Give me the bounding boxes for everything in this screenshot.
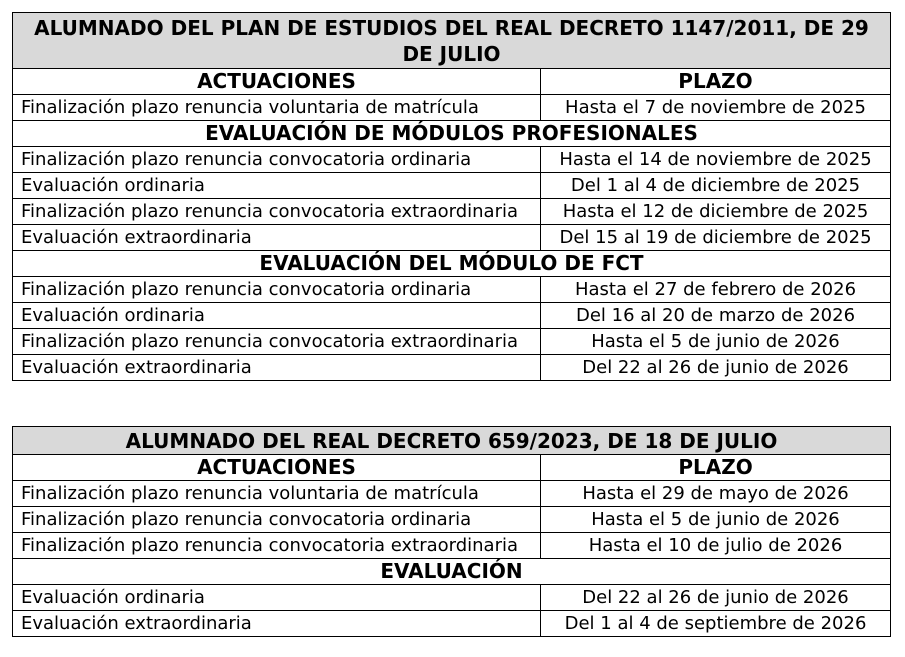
- table-title: ALUMNADO DEL REAL DECRETO 659/2023, DE 18 DE JULIO: [13, 427, 891, 455]
- table-row: [13, 481, 891, 507]
- plazo-cell: Del 15 al 19 de diciembre de 2025: [541, 225, 891, 251]
- table-row: [13, 611, 891, 637]
- plazo-cell: Hasta el 14 de noviembre de 2025: [541, 147, 891, 173]
- actuacion-cell: Finalización plazo renuncia convocatoria extraordinaria: [13, 199, 541, 225]
- section-row: [13, 251, 891, 277]
- table-row: [13, 147, 891, 173]
- plazo-cell: Hasta el 7 de noviembre de 2025: [541, 95, 891, 121]
- plazo-cell: Del 22 al 26 de junio de 2026: [541, 355, 891, 381]
- plazo-cell: Del 22 al 26 de junio de 2026: [541, 585, 891, 611]
- column-header-plazo: PLAZO: [541, 455, 891, 481]
- header-row: [13, 69, 891, 95]
- column-header-plazo: PLAZO: [541, 69, 891, 95]
- section-title: EVALUACIÓN DE MÓDULOS PROFESIONALES: [13, 121, 891, 147]
- table-title-row: [13, 427, 891, 455]
- table-row: [13, 585, 891, 611]
- table-row: [13, 277, 891, 303]
- calendar-table-rd-1147-2011: [12, 12, 891, 381]
- plazo-cell: Hasta el 27 de febrero de 2026: [541, 277, 891, 303]
- table-row: [13, 355, 891, 381]
- actuacion-cell: Evaluación ordinaria: [13, 173, 541, 199]
- table-title-row: [13, 13, 891, 69]
- table-row: [13, 173, 891, 199]
- actuacion-cell: Finalización plazo renuncia convocatoria extraordinaria: [13, 329, 541, 355]
- header-row: [13, 455, 891, 481]
- actuacion-cell: Finalización plazo renuncia voluntaria de matrícula: [13, 95, 541, 121]
- actuacion-cell: Finalización plazo renuncia voluntaria de matrícula: [13, 481, 541, 507]
- plazo-cell: Del 16 al 20 de marzo de 2026: [541, 303, 891, 329]
- actuacion-cell: Evaluación extraordinaria: [13, 611, 541, 637]
- table-row: [13, 225, 891, 251]
- column-header-actuaciones: ACTUACIONES: [13, 455, 541, 481]
- section-title: EVALUACIÓN: [13, 559, 891, 585]
- actuacion-cell: Finalización plazo renuncia convocatoria ordinaria: [13, 277, 541, 303]
- actuacion-cell: Evaluación extraordinaria: [13, 225, 541, 251]
- table-row: [13, 303, 891, 329]
- actuacion-cell: Finalización plazo renuncia convocatoria ordinaria: [13, 507, 541, 533]
- actuacion-cell: Finalización plazo renuncia convocatoria ordinaria: [13, 147, 541, 173]
- plazo-cell: Del 1 al 4 de diciembre de 2025: [541, 173, 891, 199]
- plazo-cell: Hasta el 5 de junio de 2026: [541, 507, 891, 533]
- table-row: [13, 199, 891, 225]
- actuacion-cell: Evaluación extraordinaria: [13, 355, 541, 381]
- section-row: [13, 121, 891, 147]
- section-row: [13, 559, 891, 585]
- table-row: [13, 533, 891, 559]
- section-title: EVALUACIÓN DEL MÓDULO DE FCT: [13, 251, 891, 277]
- calendar-table-rd-659-2023: [12, 426, 891, 637]
- plazo-cell: Hasta el 12 de diciembre de 2025: [541, 199, 891, 225]
- table-row: [13, 507, 891, 533]
- table-row: [13, 329, 891, 355]
- actuacion-cell: Evaluación ordinaria: [13, 303, 541, 329]
- actuacion-cell: Evaluación ordinaria: [13, 585, 541, 611]
- plazo-cell: Del 1 al 4 de septiembre de 2026: [541, 611, 891, 637]
- table-title: ALUMNADO DEL PLAN DE ESTUDIOS DEL REAL DECRETO 1147/2011, DE 29 DE JULIO: [13, 13, 891, 69]
- plazo-cell: Hasta el 10 de julio de 2026: [541, 533, 891, 559]
- actuacion-cell: Finalización plazo renuncia convocatoria extraordinaria: [13, 533, 541, 559]
- table-row: [13, 95, 891, 121]
- plazo-cell: Hasta el 5 de junio de 2026: [541, 329, 891, 355]
- plazo-cell: Hasta el 29 de mayo de 2026: [541, 481, 891, 507]
- column-header-actuaciones: ACTUACIONES: [13, 69, 541, 95]
